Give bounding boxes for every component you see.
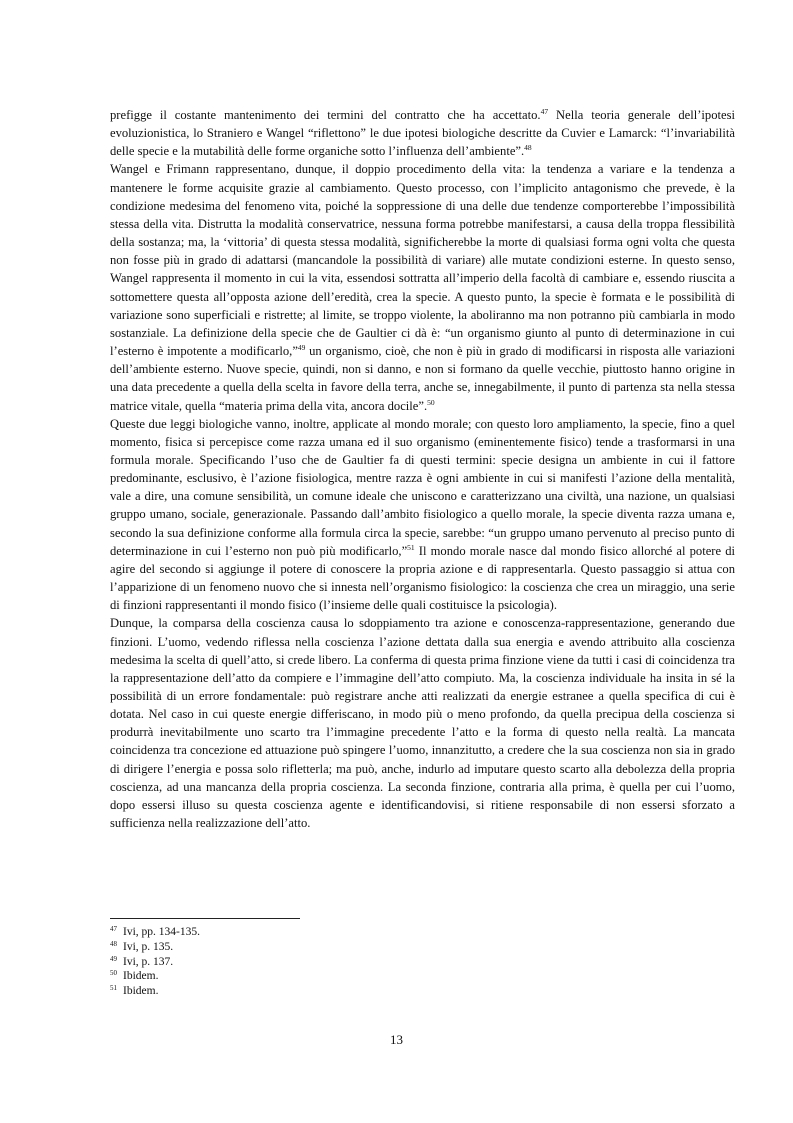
footnote-reference: 50 <box>427 397 435 407</box>
footnote-reference: 49 <box>297 343 306 353</box>
footnote-text: Ibidem. <box>123 970 159 983</box>
footnote <box>110 940 510 955</box>
footnote-number: 47 <box>110 925 117 933</box>
text-run: Queste due leggi biologiche vanno, inoltre, applicate al mondo morale; con questo loro ampliamento, la specie, fino a quel momento, fisica si percepisce come razza umana ed il suo organismo (eminentemente fisico) tende a trasformarsi in una formula morale. Specificando l’uso che de Gaultier fa di questi termini: specie designa un ambiente in cui il fattore predominante, esclusivo, è l’azione fisiologica, mentre razza è ogni ambiente in cui si manifesti l’azione della mentalità, vale a dire, una comune sensibilità, un comune ideale che uniscono e caratterizzano una civiltà, una nazione, un qualsiasi gruppo umano, sociale, generazionale. Passando dall’ambito fisiologico a quello morale, la specie diventa razza umana e, secondo la sua definizione conforme alla formula circa la specie, sarebbe: “un gruppo umano pervenuto al preciso punto di determinazione in cui l’esterno non può più modificarlo,” <box>110 416 735 558</box>
footnote-reference: 51 <box>407 542 415 552</box>
footnote <box>110 984 510 999</box>
paragraph <box>110 415 735 615</box>
text-run: Wangel e Frimann rappresentano, dunque, il doppio procedimento della vita: la tendenza a variare e la tendenza a mantenere le forme acquisite grazie al cambiamento. Questo processo, con l’implicito antagonismo che prevede, è la condizione medesima del fenomeno vita, poiché la soppressione di una delle due tendenze comporterebbe l’impossibilità stessa della vita. Distrutta la modalità conservatrice, nessuna forma potrebbe manifestarsi, a causa della troppa flessibilità della sostanza; ma, la ‘vittoria’ di questa stessa modalità, significherebbe la morte di qualsiasi forma ogni volta che questa non fosse più in grado di adattarsi (mancandole la possibilità di variare) alle mutate condizioni esterne. In questo senso, Wangel rappresenta il momento in cui la vita, essendosi sottratta all’imperio della facoltà di cambiare e, essendo riuscita a sottomettere questa all’opposta azione dell’eredità, crea la specie. A questo punto, la specie è formata e le possibilità di variazione sono superficiali e ristrette; al limite, se troppo violente, la aboliranno ma non potranno più cambiarla in modo sostanziale. La definizione della specie che de Gaultier ci dà è: “un organismo giunto al punto di determinazione in cui l’esterno è impotente a modificarlo,” <box>110 162 735 359</box>
footnotes <box>110 925 510 999</box>
footnote-number: 51 <box>110 984 117 993</box>
body-text <box>110 106 735 832</box>
footnote-reference: 48 <box>524 143 532 153</box>
footnote-text: Ivi, pp. 134-135. <box>123 926 200 938</box>
text-run: un organismo, cioè, che non è più in grado di modificarsi in risposta alle variazioni dell’ambiente esterno. Nuove specie, quindi, non si danno, e non si formano da quelle vecchie, piuttosto hanno origine in una data precedente a quella della scelta in favore della terra, anche se, innegabilmente, il punto di partenza sta nella stessa matrice vitale, quella “materia prima della vita, ancora docile”. <box>110 344 735 413</box>
footnote-text: Ivi, p. 135. <box>123 940 174 953</box>
footnote-number: 50 <box>110 969 117 978</box>
text-run: Dunque, la comparsa della coscienza causa lo sdoppiamento tra azione e conoscenza-rappresentazione, generando due finzioni. L’uomo, vedendo riflessa nella coscienza l’azione dettata dalla sua energia e avendo attribuito alla coscienza medesima la scelta di quell’atto, si crede libero. La conferma di questa prima finzione viene da tutti i casi di coincidenza tra la rappresentazione dell’atto da compiere e l’immagine dell’atto compiuto. Ma, la coscienza individuale ha insita in sé la possibilità di un errore fondamentale: può registrare anche atti realizzati da energie estranee a quella specifica di cui è dotata. Nel caso in cui queste energie differiscano, in modo più o meno profondo, da quella precipua della coscienza si produrrà inevitabilmente uno scarto tra l’immagine precedente l’atto e la forma di questo nella realtà. La mancata coincidenza tra concezione ed attuazione può spingere l’uomo, innanzitutto, a credere che la sua coscienza non sia in grado di dirigere l’energia e possa solo rifletterla; ma può, anche, indurlo ad imputare questo scarto alla debolezza della propria coscienza, ad una mancanza della propria coscienza. La seconda finzione, contraria alla prima, è quella per cui l’uomo, dopo essersi illuso su questa coscienza agente e identificandovisi, si ritiene responsabile di non essersi sforzato a sufficienza nella realizzazione dell’atto. <box>110 616 735 831</box>
text-run: Il mondo morale nasce dal mondo fisico allorché al potere di agire del secondo si aggiunge il potere di conoscere la propria azione e di rappresentarla. Questo passaggio si attua con l’apparizione di un fenomeno nuovo che si innesta nell’organismo fisiologico: la coscienza che crea un miraggio, una serie di finzioni rappresentanti il mondo fisico (l’insieme delle quali costituisce la psicologia). <box>110 543 736 613</box>
paragraph <box>110 614 735 832</box>
footnote-separator <box>110 918 300 919</box>
text-run: prefigge il costante mantenimento dei termini del contratto che ha accettato. <box>110 108 541 122</box>
footnote <box>110 969 510 984</box>
page-number: 13 <box>390 1032 403 1047</box>
footnote-number: 49 <box>110 954 117 963</box>
footnote-number: 48 <box>110 939 117 948</box>
paragraph <box>110 160 735 414</box>
footnote <box>110 925 510 940</box>
footnote <box>110 955 510 970</box>
paragraph <box>110 106 735 160</box>
footnote-text: Ivi, p. 137. <box>123 955 174 968</box>
footnote-reference: 47 <box>540 107 549 116</box>
footnote-text: Ibidem. <box>123 985 159 998</box>
text-run: Nella teoria generale dell’ipotesi evoluzionistica, lo Straniero e Wangel “riflettono” le due ipotesi biologiche descritte da Cuvier e Lamarck: “l’invariabilità delle specie e la mutabilità delle forme organiche sotto l’influenza dell’ambiente”. <box>110 108 736 159</box>
